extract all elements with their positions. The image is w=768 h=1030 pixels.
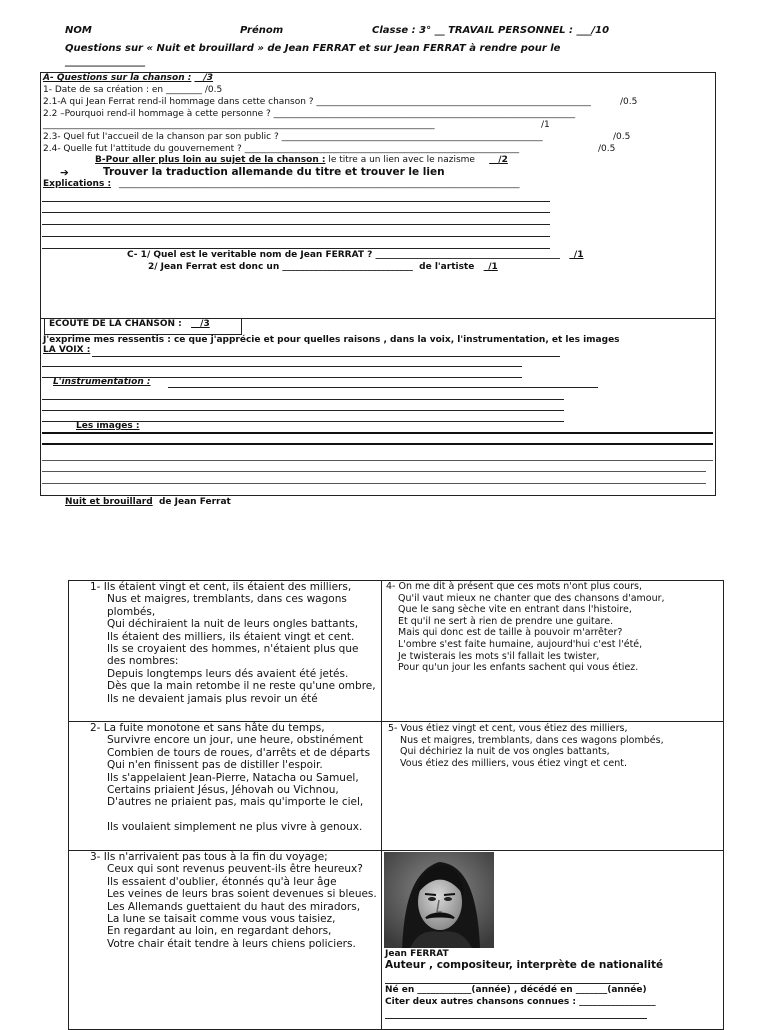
verse-line: 3- Ils n'arrivaient pas tous à la fin du voyage; bbox=[90, 851, 328, 863]
verse-line: Les veines de leurs bras soient devenues si bleues. bbox=[107, 888, 377, 901]
question-2-2-score: /1 bbox=[541, 120, 550, 130]
verse-line: Les Allemands guettaient du haut des miradors, bbox=[107, 900, 361, 913]
explication-line[interactable] bbox=[42, 224, 550, 225]
nationality-line[interactable] bbox=[385, 983, 639, 984]
verse-line: Qui déchiriez la nuit de vos ongles battants, bbox=[400, 746, 610, 758]
verse-line: 2- La fuite monotone et sans hâte du temps, bbox=[90, 722, 325, 734]
verse-line: En regardant au loin, en regardant dehors, bbox=[107, 925, 332, 938]
artist-name: Jean FERRAT bbox=[385, 949, 449, 959]
songs-line[interactable] bbox=[385, 1018, 647, 1019]
verse-line: Pour qu'un jour les enfants sachent qui vous étiez. bbox=[398, 662, 639, 674]
verse-line: La lune se taisait comme vous vous taisiez, bbox=[107, 913, 336, 926]
instrumentation-label: L'instrumentation : bbox=[53, 377, 151, 387]
verse-line: Qui n'en finissent pas de distiller l'espoir. bbox=[107, 759, 323, 772]
explication-line[interactable] bbox=[42, 236, 550, 237]
images-line[interactable] bbox=[42, 432, 713, 434]
verse-line: Ils ne devaient jamais plus revoir un été bbox=[107, 692, 318, 705]
explication-line[interactable] bbox=[42, 212, 550, 213]
question-2-2[interactable]: 2.2 –Pourquoi rend-il hommage à cette personne ? ___________________________________________________________________ bbox=[43, 109, 576, 119]
verse-line: Nus et maigres, tremblants, dans ces wagons plombés, bbox=[107, 593, 347, 618]
voix-line[interactable] bbox=[92, 356, 560, 357]
artist-dates[interactable]: Né en ____________(année) , décédé en _______(année) bbox=[385, 985, 647, 995]
verse-line: Et qu'il ne sert à rien de prendre une guitare. bbox=[398, 615, 614, 627]
artist-role: Auteur , compositeur, interprète de nationalité bbox=[385, 959, 664, 971]
question-2-1[interactable]: 2.1-A qui Jean Ferrat rend-il hommage dans cette chanson ? _____________________________________________________________ bbox=[43, 97, 591, 107]
firstname-label: Prénom bbox=[240, 25, 284, 36]
verse-line: Survivre encore un jour, une heure, obstinément bbox=[107, 734, 363, 747]
section-a-title: A- Questions sur la chanson : __/3 bbox=[43, 73, 214, 83]
explications-label: Explications : bbox=[43, 179, 112, 189]
images-line[interactable] bbox=[42, 460, 713, 461]
verse-line: Vous étiez des milliers, vous étiez vingt et cent. bbox=[400, 757, 627, 769]
verse-line: Nus et maigres, tremblants, dans ces wagons plombés, bbox=[400, 734, 664, 746]
question-c1[interactable]: C- 1/ Quel est le veritable nom de Jean FERRAT ? _________________________________________ _/1 bbox=[127, 250, 584, 260]
voix-line[interactable] bbox=[42, 366, 522, 367]
arrow-icon: ➔ bbox=[60, 167, 69, 179]
questions-heading: Questions sur « Nuit et brouillard » de Jean FERRAT et sur Jean FERRAT à rendre pour le bbox=[65, 43, 561, 54]
explication-line[interactable] bbox=[42, 201, 550, 202]
verse-line: Qui déchiraient la nuit de leurs ongles battants, bbox=[107, 618, 359, 631]
images-line[interactable] bbox=[42, 483, 706, 484]
explication-line[interactable] bbox=[42, 248, 550, 249]
verse-line: Je twisterais les mots s'il fallait les twister, bbox=[398, 650, 600, 662]
ecoute-title: ECOUTE DE LA CHANSON : __/3 bbox=[49, 319, 210, 329]
question-2-3-score: /0.5 bbox=[613, 132, 631, 142]
verse-line: Ils étaient des milliers, ils étaient vingt et cent. bbox=[107, 630, 355, 643]
question-2-2-line[interactable]: _______________________________________________________________________________________ bbox=[43, 120, 435, 130]
verse-line: Ils essaient d'oublier, étonnés qu'à leur âge bbox=[107, 875, 337, 888]
verse-line bbox=[86, 809, 378, 821]
verse-line: 1- Ils étaient vingt et cent, ils étaient des milliers, bbox=[90, 581, 352, 593]
verse-line: Votre chair était tendre à leurs chiens policiers. bbox=[107, 937, 356, 950]
song-title: Nuit et brouillard de Jean Ferrat bbox=[65, 497, 231, 507]
class-label: Classe : 3° __ TRAVAIL PERSONNEL : ___/10 bbox=[372, 25, 610, 36]
verse-4 bbox=[386, 581, 720, 674]
name-label: NOM bbox=[65, 25, 92, 36]
verse-line: Certains priaient Jésus, Jéhovah ou Vichnou, bbox=[107, 784, 339, 797]
question-c2[interactable]: 2/ Jean Ferrat est donc un _____________________________ de l'artiste _/1 bbox=[148, 262, 498, 272]
verse-line: 5- Vous étiez vingt et cent, vous étiez des milliers, bbox=[388, 723, 628, 734]
verse-line: Ils se croyaient des hommes, n'étaient plus que des nombres: bbox=[107, 643, 359, 668]
artist-photo bbox=[384, 852, 494, 948]
images-label: Les images : bbox=[76, 421, 140, 431]
verse-5 bbox=[388, 723, 722, 769]
portrait-illustration bbox=[384, 852, 494, 948]
question-2-4[interactable]: 2.4- Quelle fut l'attitude du gouvernement ? _____________________________________________________________ bbox=[43, 144, 520, 154]
verse-2 bbox=[86, 722, 378, 834]
verse-line: Que le sang sèche vite en entrant dans l'histoire, bbox=[398, 604, 632, 616]
question-2-1-score: /0.5 bbox=[620, 97, 638, 107]
verse-line: Combien de tours de roues, d'arrêts et de départs bbox=[107, 746, 371, 759]
verse-line: D'autres ne priaient pas, mais qu'importe le ciel, bbox=[107, 796, 364, 809]
section-b-title: B-Pour aller plus loin au sujet de la chanson : le titre a un lien avec le nazisme __/2 bbox=[95, 155, 508, 165]
verse-line: L'ombre s'est faite humaine, aujourd'hui c'est l'été, bbox=[398, 638, 643, 650]
verse-line: Ils voulaient simplement ne plus vivre à genoux. bbox=[107, 821, 363, 834]
verse-line: 4- On me dit à présent que ces mots n'ont plus cours, bbox=[386, 581, 643, 592]
images-line[interactable] bbox=[42, 471, 706, 472]
verse-line: Qu'il vaut mieux ne chanter que des chansons d'amour, bbox=[398, 592, 665, 604]
verse-line: Depuis longtemps leurs dés avaient été jetés. bbox=[107, 667, 349, 680]
instrumentation-line[interactable] bbox=[42, 399, 564, 400]
verse-1 bbox=[86, 581, 378, 705]
due-date-blank[interactable]: ________________ bbox=[65, 56, 145, 67]
voix-label: LA VOIX : bbox=[43, 345, 91, 355]
verse-3 bbox=[86, 851, 378, 950]
verse-line: Ceux qui sont revenus peuvent-ils être heureux? bbox=[107, 863, 363, 876]
question-2-4-score: /0.5 bbox=[598, 144, 616, 154]
question-2-3[interactable]: 2.3- Quel fut l'accueil de la chanson par son public ? __________________________________________________________ bbox=[43, 132, 543, 142]
verse-line: Mais qui donc est de taille à pouvoir m'arrêter? bbox=[398, 627, 623, 639]
instrumentation-line[interactable] bbox=[42, 410, 564, 411]
images-line[interactable] bbox=[42, 443, 713, 445]
question-1[interactable]: 1- Date de sa création : en ________ /0.5 bbox=[43, 85, 223, 95]
lyrics-column-divider bbox=[381, 580, 382, 1030]
translation-instruction: Trouver la traduction allemande du titre et trouver le lien bbox=[103, 166, 445, 178]
instrumentation-line[interactable] bbox=[168, 387, 598, 388]
ecoute-intro: J'exprime mes ressentis : ce que j'apprécie et pour quelles raisons , dans la voix, l'instrumentation, et les images bbox=[43, 335, 620, 345]
verse-line: Dès que la main retombe il ne reste qu'une ombre, bbox=[107, 680, 376, 693]
verse-line: Ils s'appelaient Jean-Pierre, Natacha ou Samuel, bbox=[107, 771, 359, 784]
explications-blank[interactable]: _________________________________________________________________________________________ bbox=[119, 179, 520, 189]
artist-songs[interactable]: Citer deux autres chansons connues : _________________ bbox=[385, 997, 656, 1007]
